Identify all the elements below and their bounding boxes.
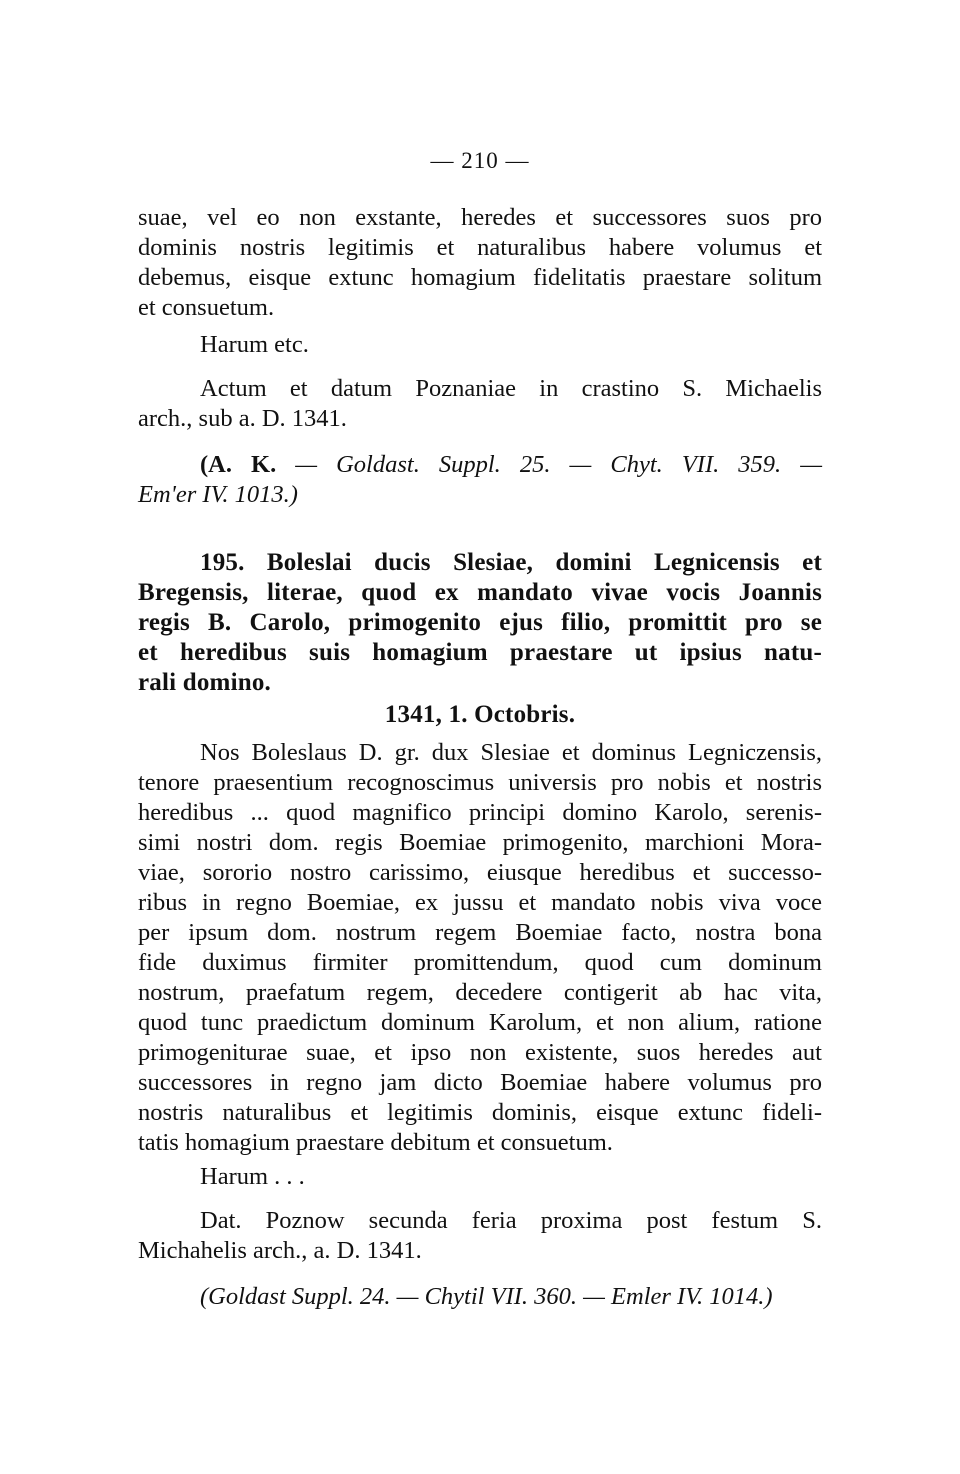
body-line: primogeniturae suae, et ipso non existente, suos heredes aut [138, 1039, 822, 1066]
body-line: per ipsum dom. nostrum regem Boemiae facto, nostra bona [138, 919, 822, 946]
text-line: debemus, eisque extunc homagium fidelitatis praestare solitum [138, 264, 822, 291]
harum-line: Harum . . . [200, 1163, 305, 1190]
text-line: dominis nostris legitimis et naturalibus habere volumus et [138, 234, 822, 261]
body-line: fide duximus firmiter promittendum, quod cum dominum [138, 949, 822, 976]
actum-line: Actum et datum Poznaniae in crastino S. Michaelis [200, 375, 822, 402]
document-date: 1341, 1. Octobris. [384, 701, 576, 728]
text-line: suae, vel eo non exstante, heredes et successores suos pro [138, 204, 822, 231]
body-line: ribus in regno Boemiae, ex jussu et mandato nobis viva voce [138, 889, 822, 916]
citation-prefix: (A. K. [200, 451, 277, 478]
dat-line: Michahelis arch., a. D. 1341. [138, 1237, 422, 1264]
document-heading: 195. Boleslai ducis Slesiae, domini Legnicensis et [200, 549, 822, 576]
citation-line: Em'er IV. 1013.) [138, 481, 298, 508]
body-line: tenore praesentium recognoscimus universis pro nobis et nostris [138, 769, 822, 796]
body-line: successores in regno jam dicto Boemiae habere volumus pro [138, 1069, 822, 1096]
harum-line: Harum etc. [200, 331, 309, 358]
document-heading: Bregensis, literae, quod ex mandato vivae vocis Joannis [138, 579, 822, 606]
body-line: Nos Boleslaus D. gr. dux Slesiae et dominus Legniczensis, [200, 739, 822, 766]
text-line: et consuetum. [138, 294, 275, 321]
citation-line [138, 450, 822, 480]
document-heading: et heredibus suis homagium praestare ut ipsius natu- [138, 639, 822, 666]
dat-line: Dat. Poznow secunda feria proxima post festum S. [200, 1207, 822, 1234]
page-number: — 210 — [430, 148, 530, 173]
document-heading: rali domino. [138, 669, 271, 696]
body-line: viae, sororio nostro carissimo, eiusque heredibus et successo- [138, 859, 822, 886]
actum-line: arch., sub a. D. 1341. [138, 405, 347, 432]
document-heading: regis B. Carolo, primogenito ejus filio, promittit pro se [138, 609, 822, 636]
body-line: heredibus ... quod magnifico principi domino Karolo, serenis- [138, 799, 822, 826]
body-line: nostris naturalibus et legitimis dominis, eisque extunc fideli- [138, 1099, 822, 1126]
body-line: nostrum, praefatum regem, decedere contigerit ab hac vita, [138, 979, 822, 1006]
body-line: simi nostri dom. regis Boemiae primogenito, marchioni Mora- [138, 829, 822, 856]
citation-text: — Goldast. Suppl. 25. — Chyt. VII. 359. — [276, 451, 822, 478]
citation-line: (Goldast Suppl. 24. — Chytil VII. 360. — Emler IV. 1014.) [200, 1283, 773, 1310]
body-line: quod tunc praedictum dominum Karolum, et non alium, ratione [138, 1009, 822, 1036]
body-line: tatis homagium praestare debitum et consuetum. [138, 1129, 613, 1156]
